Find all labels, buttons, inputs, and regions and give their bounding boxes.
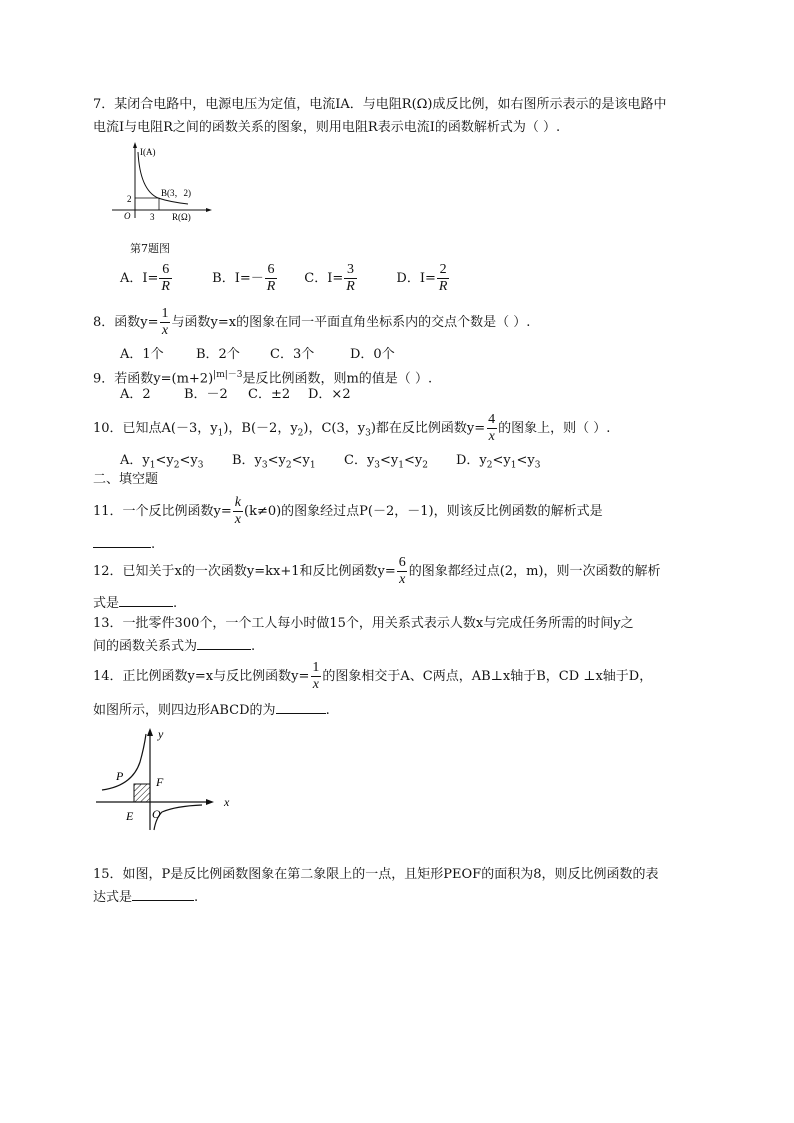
q15-blank[interactable] — [132, 888, 194, 901]
q9: 9．若函数$y=(m+2)^{|m|-3}$是反比例函数，则m的值是（ ）. — [93, 370, 433, 387]
q14-blank[interactable] — [276, 701, 326, 714]
fig14-label-f: F — [156, 775, 164, 789]
fig14-label-y: y — [158, 727, 164, 741]
q9-option-b: B．－2 — [184, 387, 228, 402]
q7-line2: 电流I与电阻R之间的函数关系的图象，则用电阻R表示电流I的函数解析式为（ ）. — [93, 120, 561, 135]
q7-caption: 第7题图 — [130, 242, 170, 255]
q7-tick-y: 2 — [127, 194, 132, 204]
q10-option-d: D．$y_2<y_1<y_3$ — [456, 453, 541, 471]
q11: 11．一个反比例函数y= $\frac{k}{x}$ (k≠0)的图象经过点P(－2，－1)，则该反比例函数的解析式是 — [93, 495, 603, 527]
q7-tick-x: 3 — [150, 212, 155, 222]
q7-option-b: B．I=－ — [212, 271, 264, 286]
q8-option-c: C．3个 — [270, 347, 315, 362]
fig14-curve-q2 — [102, 734, 146, 790]
q15-line2: 达式是 . — [93, 890, 199, 905]
q8-option-a: A．1个 — [120, 347, 164, 362]
fig14-label-p: P — [116, 769, 124, 783]
section-heading: 二、填空题 — [93, 472, 159, 487]
q10-option-c: C．$y_3<y_1<y_2$ — [344, 453, 428, 471]
q10: 10．已知点A(－3，$y_1$)，B(－2，$y_2$)，C(3，$y_3$)都在反比例函数y= $\frac{4}{x}$ 的图象上，则（ ）. — [93, 412, 611, 444]
q10-option-b: B．$y_3<y_2<y_1$ — [232, 453, 316, 471]
q8-option-d: D．0个 — [350, 347, 395, 362]
q7-line1: 7．某闭合电路中，电源电压为定值，电流IA．与电阻R(Ω)成反比例，如右图所示表示的是该电路中 — [93, 97, 667, 112]
q8-option-b: B．2个 — [196, 347, 240, 362]
q8-options — [120, 346, 395, 364]
q14-line2: 如图所示，则四边形ABCD的为 . — [93, 703, 330, 718]
q9-option-c: C．±2 — [248, 387, 291, 402]
q7-rectangle — [135, 198, 159, 210]
q7-figure — [108, 140, 213, 230]
q9-option-a: A．2 — [120, 387, 151, 402]
q9-options — [120, 386, 351, 404]
q7-origin: O — [124, 211, 131, 221]
q13-blank[interactable] — [197, 637, 251, 650]
q10-option-a: A．$y_1<y_2<y_3$ — [120, 453, 204, 471]
fig14-label-x: x — [224, 795, 230, 809]
q14: 14．正比例函数y=x与反比例函数y= $\frac{1}{x}$ 的图象相交于A、C两点，AB⊥x轴于B，CD ⊥x轴于D， — [93, 660, 653, 692]
fig14-rectangle — [134, 784, 150, 802]
fig14-label-e: E — [126, 809, 134, 823]
q15-line1: 15．如图，P是反比例函数图象在第二象限上的一点，且矩形PEOF的面积为8，则反比例函数的表 — [93, 867, 659, 882]
q13-line2: 间的函数关系式为 . — [93, 639, 256, 654]
q12-blank[interactable] — [119, 594, 173, 607]
q13-line1: 13．一批零件300个，一个工人每小时做15个，用关系式表示人数x与完成任务所需的时间y之 — [93, 616, 634, 631]
q12: 12．已知关于x的一次函数y=kx+1和反比例函数y= $\frac{6}{x}$ 的图象都经过点(2，m)，则一次函数的解析 — [93, 555, 661, 587]
fig14-label-o: O — [152, 807, 161, 821]
q10-options — [120, 452, 540, 475]
fig14-curve-q4 — [154, 805, 202, 830]
q11-answer-line: . — [93, 535, 155, 554]
q11-blank[interactable] — [93, 535, 151, 548]
q9-option-d: D．×2 — [308, 387, 351, 402]
q7-point-label: B(3，2) — [161, 188, 191, 198]
q7-options: A．I= $\frac{6}{R}$ B．I=－ $\frac{6}{R}$ C．I= $\frac{3}{R}$ D．I= $\frac{2}{R}$ — [120, 262, 448, 294]
q7-option-d: D．I= — [396, 271, 436, 286]
q7-y-label: I(A) — [140, 147, 156, 157]
q12-line2: 式是 . — [93, 596, 178, 611]
q8: 8．函数y= $\frac{1}{x}$ 与函数y=x的图象在同一平面直角坐标系内的交点个数是（ ）. — [93, 306, 531, 338]
q7-option-a: A．I= — [120, 271, 159, 286]
q7-option-c: C．I= — [304, 271, 344, 286]
fig14-figure — [90, 722, 240, 834]
q7-x-label: R(Ω) — [172, 212, 191, 222]
